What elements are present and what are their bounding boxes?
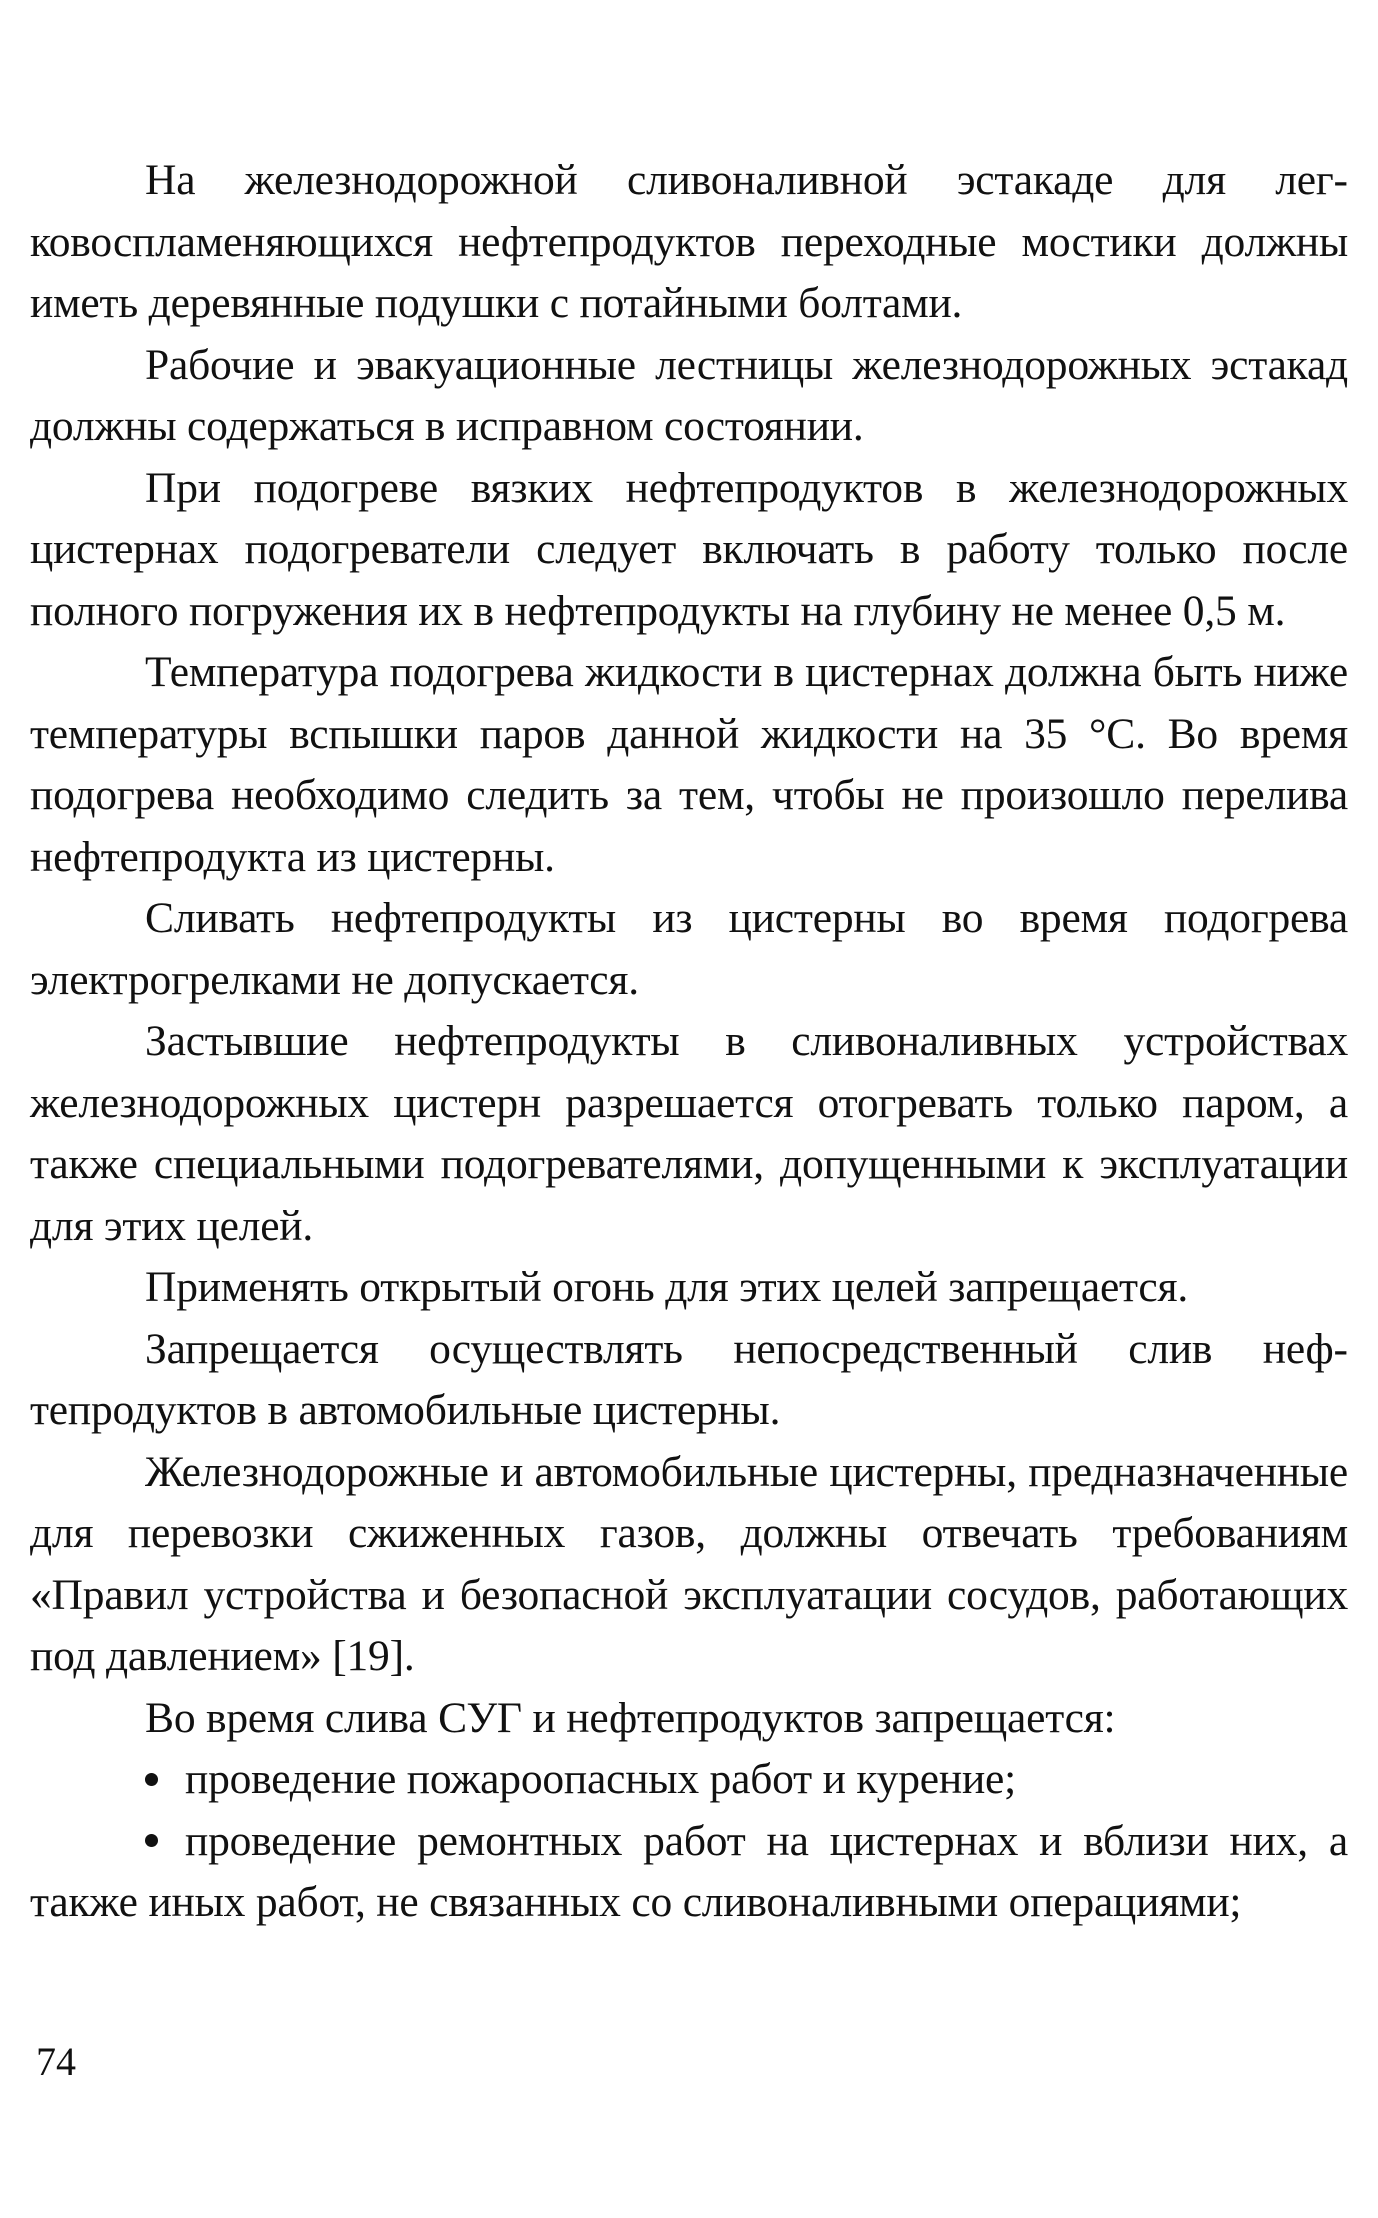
bullet-item-2 [30, 1811, 1348, 1934]
paragraph-1: На железнодорожной сливоналивной эстакаде для легковоспламеняющихся нефтепродуктов переходные мостики должны иметь деревянные подушки с потайными болтами. [30, 156, 1348, 327]
paragraph-6: Застывшие нефтепродукты в сливоналивных устройствах железнодорожных цистерн разрешается отогревать только паром, а также специальными подогревателями, допущенными к эксплуатации для этих целей. [30, 1017, 1348, 1250]
paragraph-3: При подогреве вязких нефтепродуктов в железнодорожных цистернах подогреватели следует включать в работу только после полного погружения их в нефтепродукты на глубину не менее 0,5 м. [30, 463, 1348, 635]
bullet-text-1: проведение пожароопасных работ и курение; [185, 1755, 1017, 1803]
page-number: 74 [36, 2039, 76, 2084]
bullet-dot-icon [145, 1749, 185, 1811]
paragraph-8: Запрещается осуществлять непосредственный слив нефтепродуктов в автомобильные цистерны. [30, 1324, 1348, 1434]
paragraph-10: Во время слива СУГ и нефтепродуктов запрещается: [145, 1693, 1116, 1742]
bullet-item-1 [30, 1749, 1348, 1811]
bullet-text-2: проведение ремонтных работ на цистернах и вблизи них, а также иных работ, не связанных со сливоналивными операциями; [30, 1816, 1348, 1926]
paragraph-9: Железнодорожные и автомобильные цистерны, предназначенные для перевозки сжиженных газов, должны отвечать требованиям «Правил устройства и безопасной эксплуатации сосудов, работающих под давлением» [19]. [30, 1447, 1348, 1680]
bullet-dot-icon [145, 1811, 185, 1873]
paragraph-4: Температура подогрева жидкости в цистернах должна быть ниже температуры вспышки паров данной жидкости на 35 °С. Во время подогрева необходимо следить за тем, чтобы не произошло перелива нефтепродукта из цистерны. [30, 648, 1348, 881]
paragraph-5: Сливать нефтепродукты из цистерны во время подогрева электрогрелками не допускается. [30, 894, 1348, 1004]
paragraph-7: Применять открытый огонь для этих целей запрещается. [145, 1263, 1188, 1311]
page-body [30, 150, 1348, 1934]
paragraph-2: Рабочие и эвакуационные лестницы железнодорожных эстакад должны содержаться в исправном состоянии. [30, 340, 1348, 450]
